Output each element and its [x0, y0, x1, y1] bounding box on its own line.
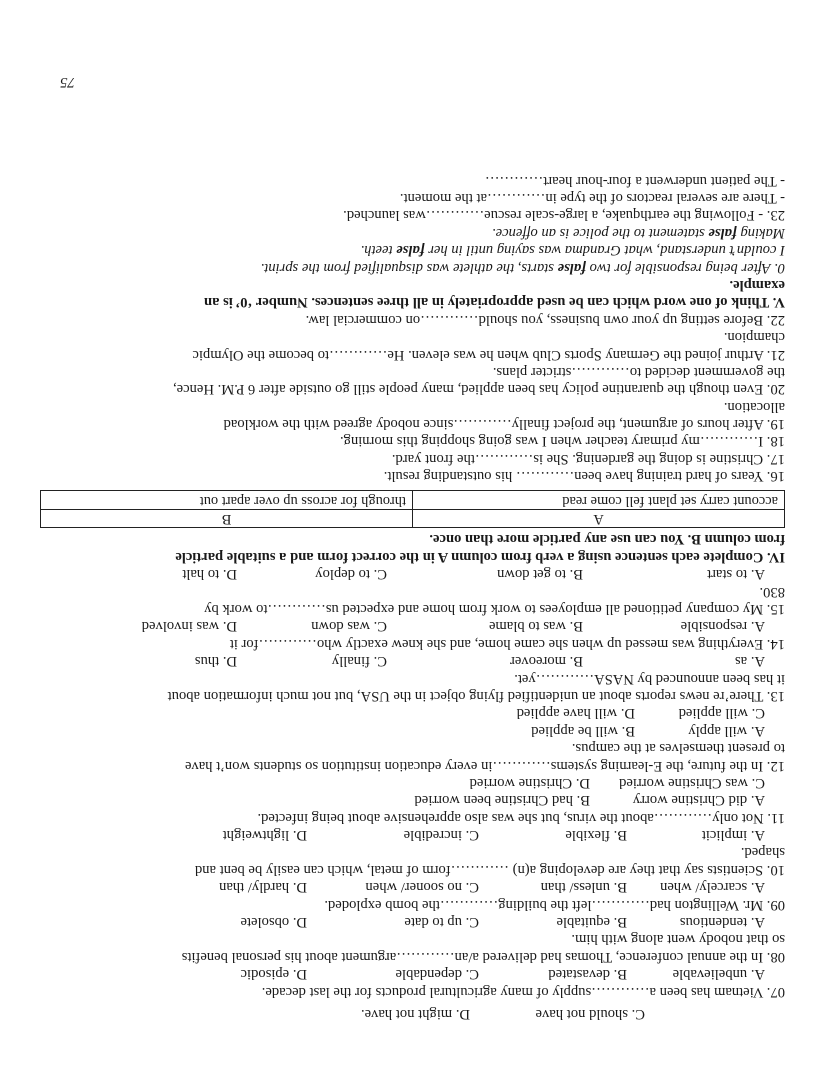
column-b-header: B — [41, 509, 413, 527]
option: C. up to date — [404, 914, 479, 931]
option: C. to deploy — [315, 566, 387, 583]
option: A. responsible — [680, 618, 765, 635]
option: D. to halt — [182, 566, 237, 583]
option: D. might not have. — [360, 1006, 470, 1022]
question-21: 21. Arthur joined the Germany Sports Club when he was eleven. He…………to become the Olympic — [192, 346, 785, 363]
option: A. did Christine worry — [632, 792, 765, 809]
question-13: 13. There’re news reports about an unidentified flying object in the USA, but not much information about — [167, 687, 785, 704]
option: B. equitable — [556, 914, 627, 931]
q13-options — [40, 652, 785, 669]
option: A. will apply — [688, 722, 765, 739]
question-10-cont: shaped. — [740, 844, 785, 861]
option: C. finally — [331, 653, 387, 670]
question-13-cont: it has been announced by NASA…………yet. — [514, 670, 785, 687]
question-08-cont: so that nobody went along with him. — [571, 931, 785, 948]
question-14: 14. Everything was messed up when she came home, and she knew exactly who…………for it — [229, 635, 785, 652]
question-21-cont: champion. — [723, 329, 785, 346]
option: B. flexible — [565, 827, 627, 844]
column-a-header: A — [413, 509, 785, 527]
option: A. as — [735, 653, 765, 670]
option: A. to start — [707, 566, 765, 583]
option: D. hardly/ than — [219, 879, 307, 896]
question-23-b: - There are several reactors of the type in…………at the moment. — [399, 190, 785, 206]
q15-options — [40, 565, 785, 582]
q11-options-row1 — [40, 791, 785, 808]
worksheet-content — [40, 171, 785, 1022]
option: B. was to blame — [488, 618, 583, 635]
example-sentence-2: I couldn’t understand, what Grandma was saying until in her false teeth. — [360, 242, 785, 259]
option: D. thus — [194, 653, 237, 670]
q12-options-row2 — [40, 704, 785, 721]
section-v-heading: V. Think of one word which can be used appropriately in all three sentences. Number ‘0’ is an — [204, 294, 785, 311]
option: C. will applied — [678, 705, 765, 722]
section-iv-heading: IV. Complete each sentence using a verb from column A in the correct form and a suitable particle — [175, 548, 785, 565]
q09-options — [40, 878, 785, 895]
option: A. implicit — [701, 827, 765, 844]
q06-options — [40, 1005, 785, 1022]
question-09: 09. Mr. Wellington had…………left the building…………the bomb exploded. — [324, 896, 785, 913]
option: B. moreover — [510, 653, 583, 670]
question-15: 15. My company petitioned all employees to work from home and expected us…………to work by — [204, 601, 785, 618]
q07-options — [40, 965, 785, 982]
option: A. tendentious — [679, 914, 765, 931]
q10-options — [40, 826, 785, 843]
question-07: 07. Vietnam has been a…………supply of many agricultural products for the last decade. — [261, 983, 785, 1000]
option: A. scarcely/ when — [660, 879, 765, 896]
option: D. lightweight — [222, 827, 307, 844]
question-23-c: - The patient underwent a four-hour heart………… — [484, 172, 785, 189]
option: B. devastated — [548, 966, 627, 983]
option: D. was involved — [141, 618, 237, 635]
question-12-cont: to present themselves at the campus. — [571, 740, 785, 757]
q14-options — [40, 617, 785, 634]
q12-options-row1 — [40, 721, 785, 738]
question-17: 17. Christine is doing the gardening. She is…………the front yard. — [391, 450, 785, 467]
question-23-a: 23. - Following the earthquake, a large-scale rescue…………was launched. — [343, 207, 785, 224]
option: B. unless/ than — [540, 879, 627, 896]
option: C. was Christine worried — [619, 774, 765, 791]
option: C. dependable — [395, 966, 479, 983]
question-20-cont: the government decided to…………stricter plans. — [492, 363, 785, 380]
option: D. episodic — [240, 966, 307, 983]
option: B. had Christine been worried — [414, 792, 590, 809]
example-sentence-3: Making false statement to the police is an offence. — [491, 224, 785, 241]
question-20: 20. Even though the quarantine policy has been applied, many people still go outside after 6 P.M. Hence, — [173, 381, 785, 398]
question-19: 19. After hours of argument, the project finally…………since nobody agreed with the workload — [223, 416, 785, 433]
q08-options — [40, 913, 785, 930]
page-number: 75 — [60, 74, 75, 90]
option: D. will have applied — [516, 705, 635, 722]
question-10: 10. Scientists say that they are developing a(n) …………form of metal, which can easily be bent and — [194, 861, 785, 878]
option: A. unbelievable — [672, 966, 765, 983]
column-a-words: account carry set plant fell come read — [413, 491, 785, 509]
question-15-cont: 830. — [759, 583, 785, 600]
verb-particle-table — [40, 490, 785, 528]
question-19-cont: allocation. — [723, 398, 785, 415]
option: C. incredible — [403, 827, 479, 844]
option: D. Christine worried — [469, 774, 590, 791]
q11-options-row2 — [40, 774, 785, 791]
column-b-words: through for across up over apart out — [41, 491, 413, 509]
question-16: 16. Years of hard training have been………… his outstanding result. — [383, 468, 785, 485]
option: B. will be applied — [531, 722, 635, 739]
option: B. to get down — [497, 566, 583, 583]
option: C. was down — [311, 618, 387, 635]
section-v-heading-cont: example. — [729, 276, 785, 293]
question-22: 22. Before setting up your own business, you should…………on commercial law. — [305, 311, 785, 328]
option: C. should not have — [535, 1006, 645, 1022]
option: D. obsolete — [240, 914, 307, 931]
question-12: 12. In the future, the E-learning systems…………in every education institution so students won’t have — [185, 757, 785, 774]
example-sentence-1: 0. After being responsible for two false starts, the athlete was disqualified from the sprint. — [260, 259, 785, 276]
question-18: 18. I…………my primary teacher when I was going shopping this morning. — [339, 433, 785, 450]
question-08: 08. In the annual conference, Thomas had delivered a/an…………argument about his personal benefits — [181, 948, 785, 965]
section-iv-heading-cont: from column B. You can use any particle more than once. — [429, 531, 785, 548]
question-11: 11. Not only…………about the virus, but she was also apprehensive about being infected. — [257, 809, 785, 826]
option: C. no sooner/ when — [365, 879, 479, 896]
